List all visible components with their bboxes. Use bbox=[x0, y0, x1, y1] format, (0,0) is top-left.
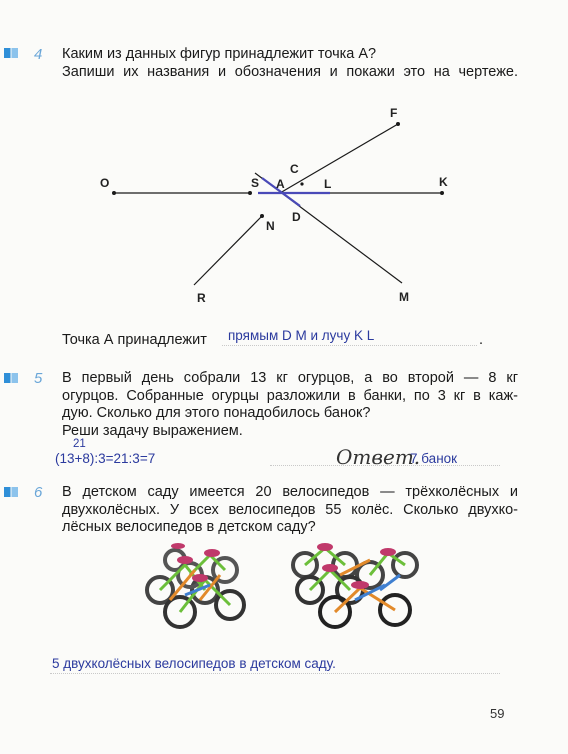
bicycles-group bbox=[293, 543, 417, 627]
handwritten-note: 21 bbox=[73, 438, 86, 450]
label-a: A bbox=[276, 177, 285, 191]
tricycles-group bbox=[147, 543, 244, 627]
label-c: C bbox=[290, 162, 299, 176]
task-4-answer-prefix: Точка А принадлежит bbox=[62, 332, 207, 348]
label-s: S bbox=[251, 176, 260, 190]
label-k: K bbox=[439, 175, 448, 189]
task-line: лёсных велосипедов в детском саду? bbox=[62, 519, 316, 535]
task-line: В детском саду имеется 20 велосипедов — трёхколёсных и bbox=[62, 484, 518, 500]
task-4-answer-end: . bbox=[479, 332, 484, 348]
task-line: дую. Сколько для этого понадобилось банок? bbox=[62, 405, 371, 421]
task-line: двухколёсных. У всех велосипедов 55 колёс. Сколько двухко- bbox=[62, 501, 518, 518]
task-line: Реши задачу выражением. bbox=[62, 422, 243, 439]
task-line: Каким из данных фигур принадлежит точка А? bbox=[62, 46, 377, 62]
answer-label: Ответ. bbox=[336, 445, 421, 469]
label-m: M bbox=[399, 290, 409, 304]
answer-line bbox=[50, 672, 500, 674]
label-o: O bbox=[100, 176, 110, 190]
task-number: 6 bbox=[34, 484, 43, 501]
task-number: 5 bbox=[34, 370, 43, 387]
task-line: огурцов. Собранные огурцы разложили в банки, по 3 кг в каж- bbox=[62, 387, 518, 404]
task-5-answer: 7 банок bbox=[410, 451, 458, 466]
task-line: В первый день собрали 13 кг огурцов, а во второй — 8 кг bbox=[62, 370, 518, 386]
task-line: Запиши их названия и обозначения и покажи это на чертеже. bbox=[62, 63, 518, 80]
label-l: L bbox=[324, 177, 332, 191]
task-6-answer: 5 двухколёсных велосипедов в детском саду. bbox=[52, 656, 336, 671]
label-d: D bbox=[292, 210, 301, 224]
page-number: 59 bbox=[490, 706, 505, 721]
task-5-expression: (13+8):3=21:3=7 bbox=[55, 451, 156, 466]
task-4-answer: прямым D M и лучу K L bbox=[228, 328, 375, 343]
label-r: R bbox=[197, 291, 206, 305]
label-n: N bbox=[266, 219, 275, 233]
task-number: 4 bbox=[34, 46, 43, 63]
label-f: F bbox=[390, 106, 398, 120]
